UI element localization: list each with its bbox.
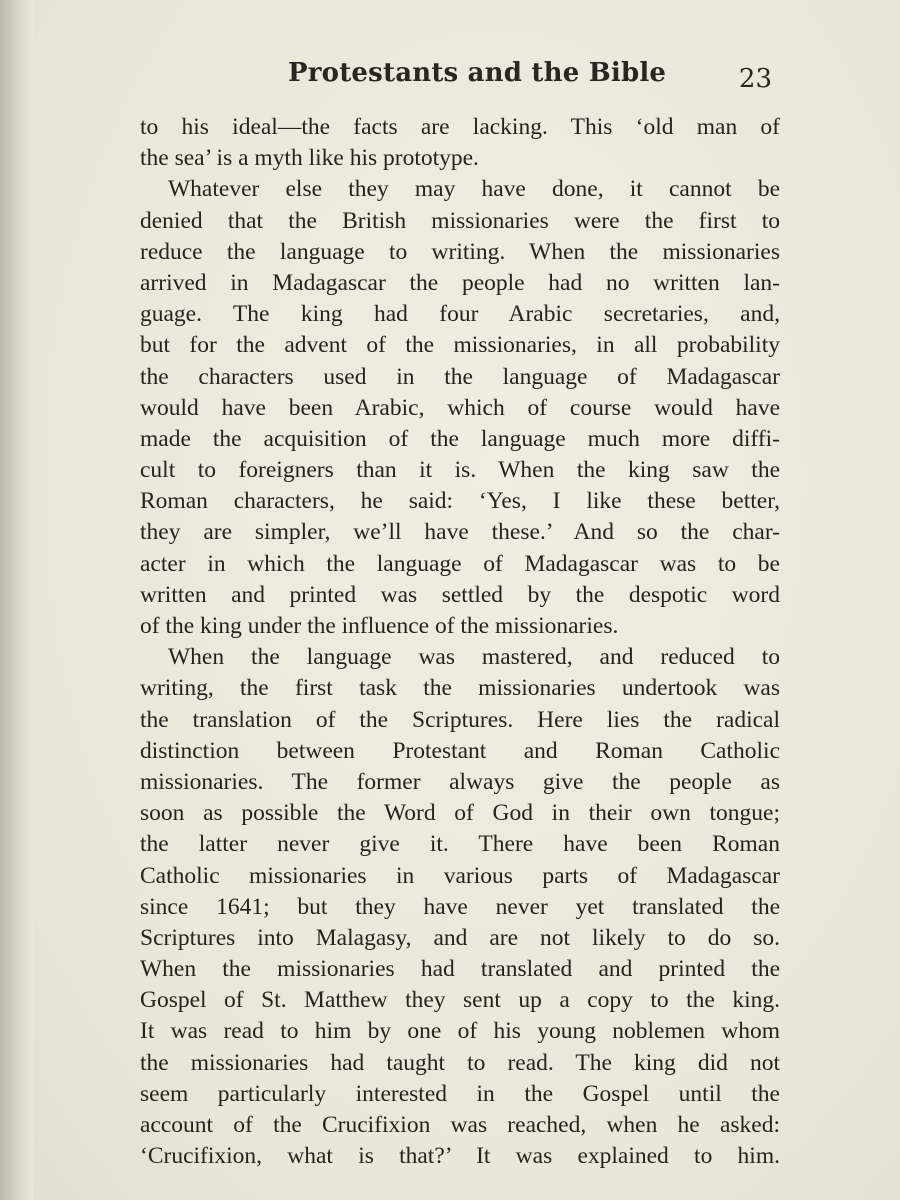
- text-line: Scriptures into Malagasy, and are not likely to do so.: [140, 924, 780, 951]
- text-line: distinction between Protestant and Roman Catholic: [140, 737, 780, 764]
- body-text: [140, 112, 780, 1172]
- text-line: they are simpler, we’ll have these.’ And so the char-: [140, 519, 780, 546]
- text-line: arrived in Madagascar the people had no written lan-: [140, 269, 780, 296]
- text-line: reduce the language to writing. When the missionaries: [140, 238, 780, 265]
- text-line: Catholic missionaries in various parts of Madagascar: [140, 862, 780, 889]
- text-line: of the king under the influence of the missionaries.: [140, 613, 619, 639]
- text-line: guage. The king had four Arabic secretaries, and,: [140, 301, 780, 328]
- text-line: Roman characters, he said: ‘Yes, I like these better,: [140, 488, 780, 515]
- text-line: denied that the British missionaries were the first to: [140, 207, 780, 234]
- page-number: 23: [738, 64, 772, 94]
- text-line: the missionaries had taught to read. The king did not: [140, 1049, 780, 1076]
- text-line: the characters used in the language of Madagascar: [140, 363, 780, 390]
- running-title: Protestants and the Bible: [288, 58, 667, 88]
- text-line: soon as possible the Word of God in their own tongue;: [140, 800, 780, 827]
- text-line: written and printed was settled by the despotic word: [140, 581, 780, 608]
- text-line: since 1641; but they have never yet translated the: [140, 893, 780, 920]
- text-line: to his ideal—the facts are lacking. This ‘old man of: [140, 114, 780, 140]
- text-line: but for the advent of the missionaries, in all probability: [140, 332, 780, 359]
- text-line: cult to foreigners than it is. When the king saw the: [140, 457, 780, 484]
- text-line: When the language was mastered, and reduced to: [168, 644, 780, 671]
- text-line: acter in which the language of Madagascar was to be: [140, 550, 780, 577]
- text-line: account of the Crucifixion was reached, when he asked:: [140, 1112, 780, 1138]
- text-line: missionaries. The former always give the people as: [140, 768, 780, 795]
- text-line: would have been Arabic, which of course would have: [140, 394, 780, 421]
- text-line: Gospel of St. Matthew they sent up a copy to the king.: [140, 987, 780, 1014]
- text-line: the translation of the Scriptures. Here lies the radical: [140, 706, 780, 733]
- text-line: Whatever else they may have done, it cannot be: [168, 176, 780, 203]
- text-line: the sea’ is a myth like his prototype.: [140, 145, 479, 172]
- page-gutter-shadow: [0, 0, 34, 1200]
- text-line: the latter never give it. There have been Roman: [140, 831, 780, 858]
- text-line: It was read to him by one of his young noblemen whom: [140, 1018, 780, 1045]
- page-header: [288, 52, 788, 96]
- text-line: made the acquisition of the language much more diffi-: [140, 425, 780, 452]
- text-line: ‘Crucifixion, what is that?’ It was explained to him.: [140, 1143, 780, 1170]
- text-line: When the missionaries had translated and printed the: [140, 956, 780, 983]
- text-line: seem particularly interested in the Gospel until the: [140, 1080, 780, 1107]
- text-line: writing, the first task the missionaries undertook was: [140, 675, 780, 702]
